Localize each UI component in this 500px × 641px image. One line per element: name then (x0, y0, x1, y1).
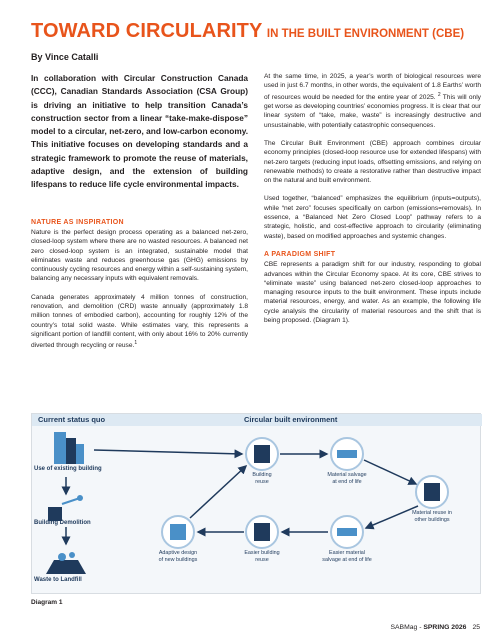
section-heading-paradigm: A PARADIGM SHIFT (264, 250, 336, 258)
label-material-salvage: Material salvage at end of life (327, 472, 367, 485)
footnote-ref-1[interactable]: 1 (134, 340, 138, 347)
header-circular: Circular built environment (244, 415, 338, 424)
easier-salvage-icon (331, 516, 363, 548)
label-building-reuse: Building reuse (252, 472, 272, 485)
label-landfill: Waste to Landfill (34, 577, 82, 583)
building-reuse-icon (246, 438, 278, 470)
footer-season: SPRING 2026 (423, 624, 467, 631)
material-reuse-icon (416, 476, 448, 508)
footnote-ref-2[interactable]: 2 (437, 91, 441, 98)
byline: By Vince Catalli (31, 52, 99, 62)
label-easier-reuse: Easier building reuse (244, 550, 280, 563)
landfill-icon (46, 552, 86, 574)
diagram-caption: Diagram 1 (31, 599, 63, 606)
page-footer (390, 624, 480, 631)
paragraph-crd-waste (31, 293, 248, 351)
paragraph-resources-b: This will only get worse as developing countries’ economies progress. It is clear that our linear system of “take, make, waste” is increasingly destructive and unsustainable, with potentially catastrophic consequences. (264, 93, 481, 129)
material-salvage-icon (331, 438, 363, 470)
paragraph-paradigm: CBE represents a paradigm shift for our industry, responding to global advances within the Circular Economy space. At its core, CBE strives to “eliminate waste” using balanced net-zero closed-loop approaches to managing resource inputs to the built environment. These inputs include material resources, energy, and water. As an example, the following life cycle analysis the circularity of material resources and the shift that is being proposed. (Diagram 1). (264, 261, 481, 325)
title-main: TOWARD CIRCULARITY (31, 20, 263, 42)
demolition-icon (48, 495, 83, 521)
left-column (31, 72, 248, 360)
paragraph-crd-text: Canada generates approximately 4 million tonnes of construction, renovation, and demolition (CRD) waste annually (approximately 1.8 million tonnes of embodied carbon), accounting for roughly 12% of the country’s total solid waste. While estimates vary, this represents a significant portion of landfill content, with only about 16% to 20% currently diverted through recycling or reuse. (31, 293, 248, 350)
footer-magazine: SABMag - (390, 624, 424, 631)
diagram-circularity (31, 413, 481, 594)
lede-paragraph: In collaboration with Circular Construction Canada (CCC), Canadian Standards Association (CSA Group) is driving an initiative to help transition Canada’s construction sector from a linear “take-make-dispose” model to a circular, net-zero, and low-carbon economy. This initiative focuses on developing standards and a strategic framework to promote the reuse of materials, adaptive design, and the extension of building lifespans to reduce life cycle environmental impacts. (31, 73, 248, 190)
paragraph-cbe-approach: The Circular Built Environment (CBE) approach combines circular economy principles (closed-loop resource use for extended lifespans) with net-zero targets (reducing input loads, offsetting emissions, and relying on renewable methods) to create a restorative rather than destructive impact on the natural and built environment. (264, 139, 481, 185)
paragraph-balanced: Used together, “balanced” emphasizes the equilibrium (inputs=outputs), while “net zero” focuses specifically on carbon (emissions=removals). In essence, a “Balanced Net Zero Closed Loop” pathway refers to a strategic, holistic, and cost-effective approach to circularity (eliminating waste), based on modified approaches and systemic changes. (264, 195, 481, 240)
label-material-reuse: Material reuse in other buildings (412, 510, 452, 523)
diagram-graphics (32, 414, 482, 595)
header-status-quo: Current status quo (38, 415, 106, 424)
label-easier-salvage: Easier material salvage at end of life (322, 550, 372, 563)
office-building-icon (54, 432, 84, 464)
arrow-existing-to-reuse (94, 450, 242, 454)
page-number: 25 (472, 624, 480, 631)
easier-reuse-icon (246, 516, 278, 548)
adaptive-design-icon (162, 516, 194, 548)
section-heading-nature: NATURE AS INSPIRATION (31, 218, 124, 226)
paragraph-resources-a: At the same time, in 2025, a year’s worth of biological resources were used in just 6.7 months, in other words, the equivalent of 1.8 Earths’ worth of resources would be needed for the entire year of 2025. (264, 73, 481, 101)
paragraph-nature: Nature is the perfect design process operating as a balanced net-zero, closed-loop system where there are no wasted resources. A balanced net zero closed-loop system is an integrated, sustainable model that eliminates waste and reduces greenhouse gas (GHG) emissions by continuously cycling resources and energy within a self-sustaining system, balancing any necessary inputs with equivalent removals. (31, 228, 248, 283)
label-adaptive-design: Adaptive design of new buildings (158, 550, 198, 563)
label-demolition: Building Demolition (34, 520, 91, 526)
title-sub: IN THE BUILT ENVIRONMENT (CBE) (266, 28, 465, 40)
article-title (31, 20, 481, 45)
right-column (264, 72, 481, 334)
paragraph-resources (264, 72, 481, 130)
label-use-existing: Use of existing building (34, 466, 102, 472)
